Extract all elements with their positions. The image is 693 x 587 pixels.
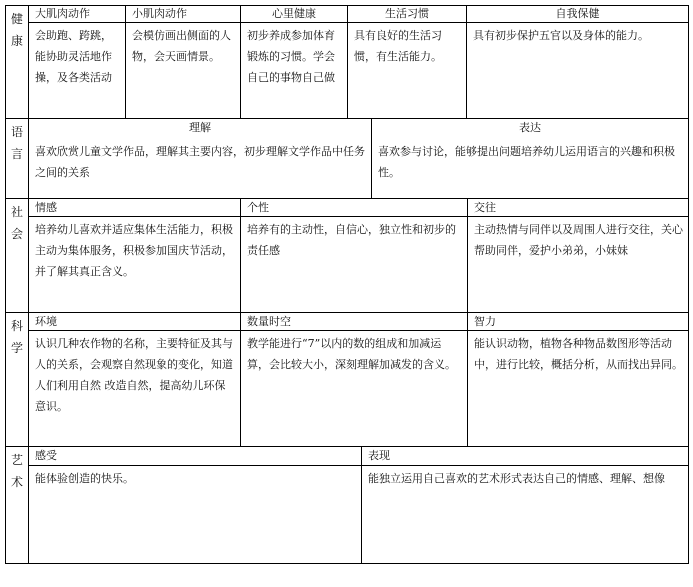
language-col-title: 表达 xyxy=(519,121,541,134)
science-col-text: 认识几种农作物的名称，主要特征及其与人的关系，会观察自然现象的变化，知道人们利用自然 改造自然，提高幼儿环保意识。 xyxy=(35,337,233,413)
health-col-text: 会助跑、跨跳，能协助灵活地作操，及各类活动 xyxy=(35,29,112,84)
language-col-text: 喜欢参与讨论，能够提出问题培养幼儿运用语言的兴趣和积极性。 xyxy=(378,145,675,179)
health-col-title: 大肌肉动作 xyxy=(35,7,90,20)
science-col-title: 数量时空 xyxy=(247,315,291,328)
health-col-text: 会模仿画出侧面的人物，会天画情景。 xyxy=(132,29,231,63)
health-col-title: 生活习惯 xyxy=(385,7,429,20)
science-col-title: 智力 xyxy=(474,315,496,328)
category-label-language: 语言 xyxy=(10,125,23,161)
art-col-title: 感受 xyxy=(35,449,57,462)
health-col-text: 具有初步保护五官以及身体的能力。 xyxy=(473,29,649,42)
health-col-title: 心里健康 xyxy=(272,7,316,20)
science-col-text: 能认识动物，植物各种物品数图形等活动中，进行比较，概括分析，从而找出异同。 xyxy=(474,337,683,371)
language-col-text: 喜欢欣赏儿童文学作品，理解其主要内容，初步理解文学作品中任务之间的关系 xyxy=(35,145,365,179)
category-label-art: 艺术 xyxy=(10,453,23,489)
health-col-title: 小肌肉动作 xyxy=(132,7,187,20)
category-label-health: 健康 xyxy=(10,12,23,48)
society-col-text: 主动热情与同伴以及周围人进行交往，关心帮助同伴，爱护小弟弟，小妹妹 xyxy=(474,223,683,257)
science-col-title: 环境 xyxy=(35,315,57,328)
health-col-text: 初步养成参加体育锻炼的习惯。学会自己的事物自己做 xyxy=(247,29,335,84)
art-col-text: 能体验创造的快乐。 xyxy=(35,472,134,485)
society-col-title: 个性 xyxy=(247,201,269,214)
science-col-text: 教学能进行“7”以内的数的组成和加减运算，会比较大小，深刻理解加减发的含义。 xyxy=(247,337,456,371)
art-col-title: 表现 xyxy=(368,449,390,462)
health-col-title: 自我保健 xyxy=(555,7,600,20)
language-col-title: 理解 xyxy=(189,121,211,134)
category-label-society: 社会 xyxy=(10,205,23,241)
society-col-title: 情感 xyxy=(35,201,57,214)
society-col-text: 培养有的主动性，自信心，独立性和初步的责任感 xyxy=(247,223,456,257)
health-col-text: 具有良好的生活习惯，有生活能力。 xyxy=(354,29,442,63)
society-col-title: 交往 xyxy=(474,201,496,214)
art-col-text: 能独立运用自己喜欢的艺术形式表达自己的情感、理解、想像 xyxy=(368,472,665,485)
society-col-text: 培养幼儿喜欢并适应集体生活能力，积极主动为集体服务，积极参加国庆节活动，并了解其真正含义。 xyxy=(35,223,233,278)
category-label-science: 科学 xyxy=(10,319,23,355)
